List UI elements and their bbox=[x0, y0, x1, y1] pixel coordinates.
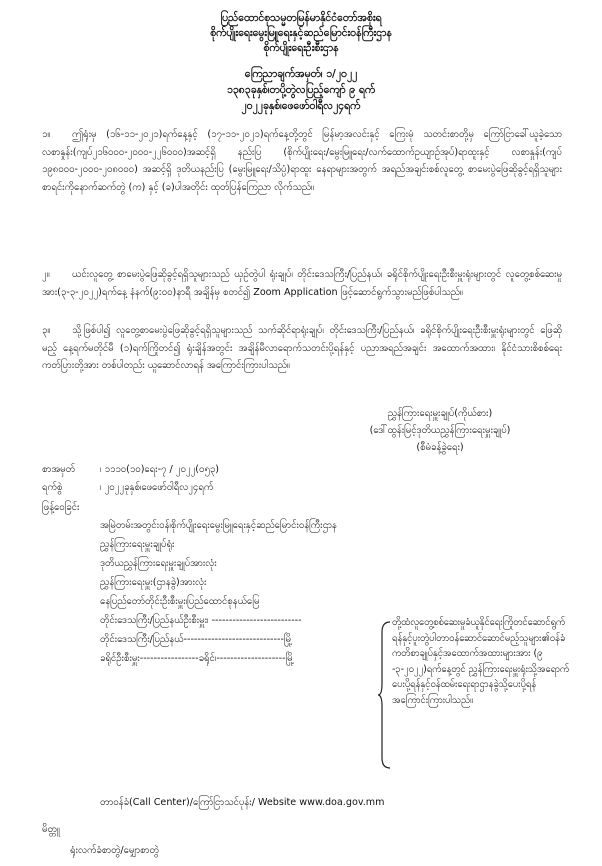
paragraph-number: ၃။ bbox=[42, 325, 51, 336]
paragraph-number: ၂။ bbox=[42, 269, 50, 280]
curly-brace-icon bbox=[378, 620, 392, 770]
distribution-title: ဖြန့်ဝေခြင်း bbox=[42, 502, 80, 513]
file-reference: ရုံးလက်ခံစာတွဲ/မျှောစာတွဲ bbox=[70, 845, 159, 856]
letter-number-row bbox=[42, 462, 219, 478]
announcement-number: ကြေညာချက်အမှတ်၊ ၁/၂၀၂၂ bbox=[244, 68, 358, 80]
contact-line: တာဝန်ခံ(Call Center)/ကြော်ငြာသင်ပုန်း/ Website www.doa.gov.mm bbox=[100, 797, 385, 808]
instruction-note: တို့ထံလူတွေ့စစ်ဆေးမှုခံယူနိုင်ရေးကြိုတင်ဆောင်ရွက်ရန်နှင့်ပူးတွဲပါတာဝန်ဆောင်ဆောင်မည့်သူများ၏ဝန်ခံကတိစာချုပ်နှင့်အထောက်အထားများအား (၉ -၃-၂၀၂၂)ရက်နေ့တွင် ညွှန်ကြားရေးမှူးရုံးသို့အရောက်ပေးပို့ရန်နှင့်ဝန်ထမ်းရေးရာဌာနခွဲသို့ပေးပို့ရန်အကြောင်းကြားပါသည်။ bbox=[392, 617, 570, 706]
letter-number-label: စာအမှတ် bbox=[42, 464, 75, 475]
distribution-item: တိုင်းဒေသကြီး/ပြည်နယ်-----------------------------မြို့ bbox=[100, 634, 293, 645]
header-government: ပြည်ထောင်စုသမ္မတမြန်မာနိုင်ငံတော်အစိုးရ bbox=[220, 12, 382, 24]
paragraph-3 bbox=[42, 322, 562, 375]
gregorian-date: ၂၀၂၂ခုနှစ်၊ဖေဖော်ဝါရီလ၂၄ရက် bbox=[241, 100, 361, 112]
distribution-item: ဒုတိယညွှန်ကြားရေးမှူးချုပ်အားလုံး bbox=[100, 558, 217, 569]
header-ministry: စိုက်ပျိုးရေးမွေးမြူရေးနှင့်ဆည်မြောင်းဝန်ကြီးဌာန bbox=[210, 27, 392, 39]
signature-title: (စီမံခန့်ခွဲရေး) bbox=[416, 442, 464, 453]
date-row bbox=[42, 480, 213, 496]
date-value: ၊ ၂၀၂၂ခုနှစ်၊ဖေဖော်ဝါရီလ၂၄ရက် bbox=[100, 482, 214, 493]
header-department: စိုက်ပျိုးရေးဦးစီးဌာန bbox=[263, 42, 339, 54]
myanmar-date: ၁၃၈၃ခုနှစ်၊တပို့တွဲလပြည့်ကျော် ၉ ရက် bbox=[226, 84, 376, 96]
signature-block bbox=[320, 405, 560, 456]
copy-label: မိတ္တူ bbox=[42, 824, 60, 835]
distribution-item: တိုင်းဒေသကြီး/ပြည်နယ်ဦးစီးမှူး၊ -------------------------- bbox=[100, 615, 302, 626]
distribution-item: ခရိုင်ဦးစီးမှူး-----------------ခရိုင်၊--------------------မြို့ bbox=[100, 653, 295, 664]
paragraph-1 bbox=[42, 126, 562, 196]
paragraph-number: ၁။ bbox=[42, 129, 51, 140]
distribution-item: ညွှန်ကြားရေးမှူးချုပ်ရုံး bbox=[100, 539, 175, 550]
distribution-item: နေပြည်တော်တိုင်းဦးစီးမှူး၊ပြည်ထောင်စုနယ်မြေ bbox=[100, 596, 260, 607]
paragraph-text: သို့ဖြစ်ပါ၍ လူတွေ့စာမေးပွဲဖြေဆိုခွင့်ရရှိသူများသည် သက်ဆိုင်ရာရုံးချုပ်၊ တိုင်းဒေသကြီး/ပြည်နယ်၊ ခရိုင်စိုက်ပျိုးရေးဦးစီးမှူးရုံးများတွင် ဖြေဆိုမည့် နေ့ရက်မတိုင်မီ (၁)ရက်ကြိုတင်၍ ရုံးချိန်အတွင်း အချိန်မီလာရောက်သတင်းပို့ရန်နှင့် ပညာအရည်အချင်း အထောက်အထား၊ နိုင်ငံသားစိစစ်ရေး ကတ်ပြားတို့အား တစ်ပါတည်း ယူဆောင်လာရန် အကြောင်းကြားပါသည်။ bbox=[42, 325, 562, 372]
distribution-item: ညွှန်ကြားရေးမှူး(ဌာနခွဲ)အားလုံး bbox=[100, 577, 207, 588]
signature-line-1: ညွှန်ကြားရေးမှူးချုပ်(ကိုယ်စား) bbox=[387, 408, 493, 419]
paragraph-text: ဤရုံးမှ (၁၆-၁၁-၂၀၂၁)ရက်နေ့နှင့် (၁၇-၁၁-၂၀၂၁)ရက်နေ့တို့တွင် မြန်မာ့အလင်းနှင့် ကြေးမုံ သတင်းစာတို့မှ ကြော်ငြာခေါ်ယူခဲ့သော လစာနှုန်း(ကျပ်၂၁၆၀၀၀-၂၀၀၀-၂၂၆၀၀၀)အဆင့်ရှိ နည်းပြ (စိုက်ပျိုးရေး/မွေးမြူရေး/လက်ထောက်ဥယျာဉ်အုပ်)ရာထူးနှင့် လစာနှုန်း(ကျပ် ၁၉၈၀၀၀-၂၀၀၀-၂၀၈၀၀၀) အဆင့်ရှိ ဒုတိယနည်းပြ (မွေးမြူရေး/သိပ္ပံ)ရာထူး နေရာများအတွက် အရည်အချင်းစစ်လူတွေ့ စာမေးပွဲဖြေဆိုခွင့်ရရှိသူများ စာရင်းကိုနောက်ဆက်တွဲ (က) နှင့် (ခ)ပါအတိုင်း ထုတ်ပြန်ကြေညာ လိုက်သည်။ bbox=[42, 129, 562, 193]
paragraph-2 bbox=[42, 266, 562, 301]
signature-name: (ဒေါ်ထွန်းမြင့်ဒုတိယညွှန်ကြားရေးမှူးချုပ်) bbox=[369, 425, 511, 436]
date-label: ရက်စွဲ bbox=[42, 482, 63, 493]
distribution-item: အမြဲတမ်းအတွင်းဝန်၊စိုက်ပျိုးရေးမွေးမြူရေးနှင့်ဆည်မြောင်းဝန်ကြီးဌာန bbox=[100, 520, 337, 531]
letter-number-value: ၊ ၁၁၁၀(၁၀)ရေး-၇ / ၂၀၂၂(၀၅၃) bbox=[100, 464, 219, 475]
paragraph-text: ယင်းလူတွေ့ စာမေးပွဲဖြေဆိုခွင့်ရရှိသူများသည် ယှဉ်တွဲပါ ရုံးချုပ်၊ တိုင်းဒေသကြီး/ပြည်နယ်၊ ခရိုင်စိုက်ပျိုးရေးဦးစီးမှူးရုံးများတွင် လူတွေ့စစ်ဆေးမှုအား(၃-၃-၂၀၂၂)ရက်နေ့ နံနက်(၉:၀၀)နာရီ အချိန်မှ စတင်၍ Zoom Application ဖြင့်ဆောင်ရွက်သွားမည်ဖြစ်ပါသည်။ bbox=[42, 269, 562, 298]
